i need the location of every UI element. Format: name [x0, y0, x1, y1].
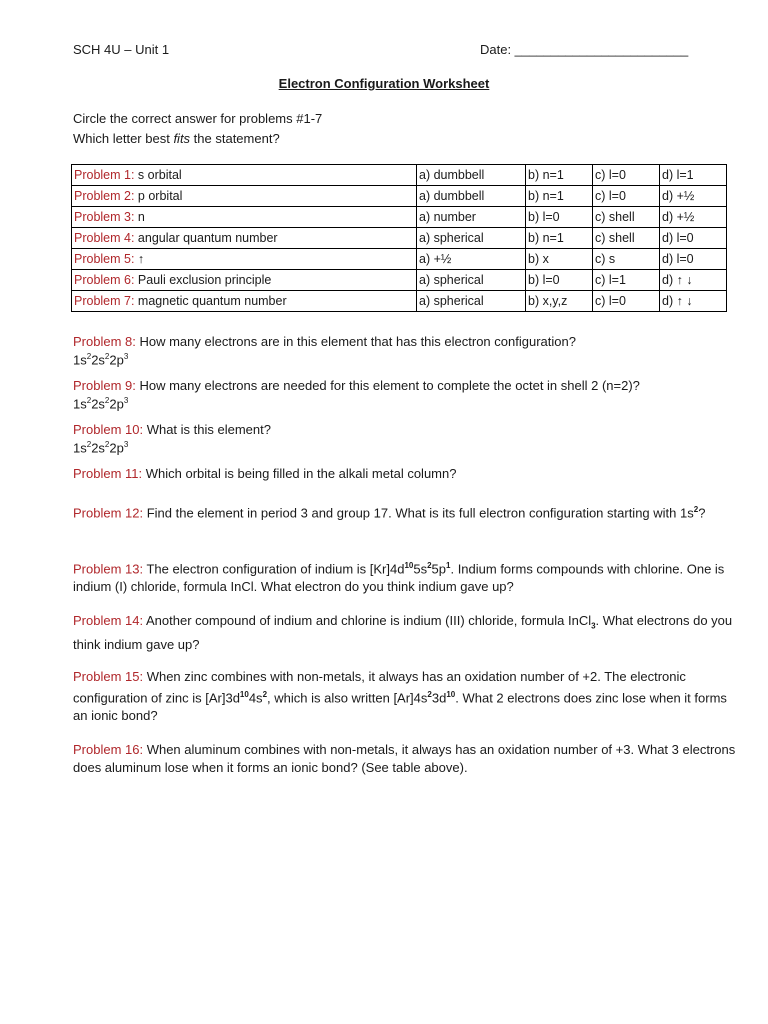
- problem-statement: [72, 228, 417, 249]
- choice-d[interactable]: d) +½: [660, 186, 727, 207]
- problem-10: Problem 10: What is this element?: [73, 422, 271, 437]
- electron-config-8: $1s^22s^22p^3$: [73, 352, 129, 368]
- choice-d[interactable]: d) l=1: [660, 165, 727, 186]
- choice-c[interactable]: c) shell: [593, 228, 660, 249]
- problem-16: Problem 16: When aluminum combines with non-metals, it always has an oxidation number of +3. What 3 electrons does aluminum lose when it forms an ionic bond? (See table above).: [73, 742, 736, 775]
- choice-a[interactable]: a) spherical: [417, 228, 526, 249]
- problem-9: Problem 9: How many electrons are needed for this element to complete the octet in shell 2 (n=2)?: [73, 378, 640, 393]
- problem-text: p orbital: [134, 189, 183, 203]
- choice-a[interactable]: a) spherical: [417, 291, 526, 312]
- choice-b[interactable]: b) x: [526, 249, 593, 270]
- answer-row-3: [72, 207, 727, 228]
- choice-a[interactable]: a) dumbbell: [417, 186, 526, 207]
- answer-row-2: [72, 186, 727, 207]
- choice-b[interactable]: b) n=1: [526, 165, 593, 186]
- choice-b[interactable]: b) n=1: [526, 186, 593, 207]
- problem-label: Problem 6:: [74, 273, 135, 287]
- problem-label: Problem 7:: [74, 294, 135, 308]
- choice-b[interactable]: b) x,y,z: [526, 291, 593, 312]
- problem-14: Problem 14: Another compound of indium and chlorine is indium (III) chloride, formula InCl$_3$. What electrons do you think indium gave up?: [73, 613, 733, 652]
- answer-table: [71, 164, 727, 312]
- problem-statement: [72, 249, 417, 270]
- problem-text: n: [134, 210, 145, 224]
- problem-11: Problem 11: Which orbital is being filled in the alkali metal column?: [73, 466, 457, 481]
- choice-a[interactable]: a) number: [417, 207, 526, 228]
- choice-a[interactable]: a) dumbbell: [417, 165, 526, 186]
- instruction-line-1: Circle the correct answer for problems #1-7: [73, 111, 323, 126]
- problem-statement: [72, 165, 417, 186]
- choice-c[interactable]: c) shell: [593, 207, 660, 228]
- choice-d[interactable]: d) ↑ ↓: [660, 270, 727, 291]
- problem-label: Problem 13:: [73, 561, 144, 577]
- choice-b[interactable]: b) l=0: [526, 270, 593, 291]
- problem-8: Problem 8: How many electrons are in this element that has this electron configuration?: [73, 334, 576, 349]
- problem-statement: [72, 186, 417, 207]
- choice-d[interactable]: d) l=0: [660, 228, 727, 249]
- problem-text: angular quantum number: [134, 231, 278, 245]
- problem-12: Problem 12: Find the element in period 3 and group 17. What is its full electron configuration starting with $1s^2$?: [73, 505, 706, 521]
- problem-text: ↑: [134, 252, 145, 266]
- problem-label: Problem 9:: [73, 378, 136, 393]
- problem-label: Problem 3:: [74, 210, 135, 224]
- problem-label: Problem 15:: [73, 669, 144, 684]
- course-label: SCH 4U – Unit 1: [73, 42, 170, 57]
- problem-label: Problem 4:: [74, 231, 135, 245]
- problem-statement: [72, 270, 417, 291]
- choice-c[interactable]: c) l=1: [593, 270, 660, 291]
- problem-text: magnetic quantum number: [134, 294, 287, 308]
- problem-text: s orbital: [134, 168, 182, 182]
- electron-config-10: $1s^22s^22p^3$: [73, 440, 129, 456]
- problem-label: Problem 5:: [74, 252, 135, 266]
- answer-row-6: [72, 270, 727, 291]
- choice-c[interactable]: c) l=0: [593, 291, 660, 312]
- answer-row-5: [72, 249, 727, 270]
- instruction-line-2: Which letter best fits the statement?: [73, 131, 280, 146]
- problem-label: Problem 14:: [73, 613, 144, 628]
- choice-a[interactable]: a) +½: [417, 249, 526, 270]
- choice-d[interactable]: d) ↑ ↓: [660, 291, 727, 312]
- problem-15: Problem 15: When zinc combines with non-metals, it always has an oxidation number of +2. The electronic configuration of zinc is $[Ar]3d^{10}4s^2$, which is also written $[Ar]4s^23d^{10}$. What 2 electrons does zinc lose when it forms an ionic bond?: [73, 669, 727, 724]
- date-field: Date: ________________________: [480, 42, 689, 57]
- problem-statement: [72, 207, 417, 228]
- problem-13: Problem 13: The electron configuration of indium is $[Kr]4d^{10}5s^25p^1$. Indium forms compounds with chlorine. One is indium (I) chloride, formula InCl. What electron do you think indium gave up?: [73, 561, 725, 595]
- problem-text: Pauli exclusion principle: [134, 273, 272, 287]
- answer-row-4: [72, 228, 727, 249]
- answer-row-7: [72, 291, 727, 312]
- problem-label: Problem 1:: [74, 168, 135, 182]
- choice-b[interactable]: b) l=0: [526, 207, 593, 228]
- problem-label: Problem 10:: [73, 422, 144, 437]
- choice-d[interactable]: d) l=0: [660, 249, 727, 270]
- problem-label: Problem 12:: [73, 505, 144, 521]
- choice-d[interactable]: d) +½: [660, 207, 727, 228]
- problem-label: Problem 11:: [73, 466, 143, 481]
- answer-row-1: [72, 165, 727, 186]
- choice-b[interactable]: b) n=1: [526, 228, 593, 249]
- problem-label: Problem 16:: [73, 742, 144, 757]
- choice-c[interactable]: c) s: [593, 249, 660, 270]
- choice-c[interactable]: c) l=0: [593, 186, 660, 207]
- problem-label: Problem 8:: [73, 334, 136, 349]
- choice-c[interactable]: c) l=0: [593, 165, 660, 186]
- electron-config-9: $1s^22s^22p^3$: [73, 396, 129, 412]
- problem-label: Problem 2:: [74, 189, 135, 203]
- choice-a[interactable]: a) spherical: [417, 270, 526, 291]
- worksheet-title: Electron Configuration Worksheet: [278, 76, 490, 91]
- problem-statement: [72, 291, 417, 312]
